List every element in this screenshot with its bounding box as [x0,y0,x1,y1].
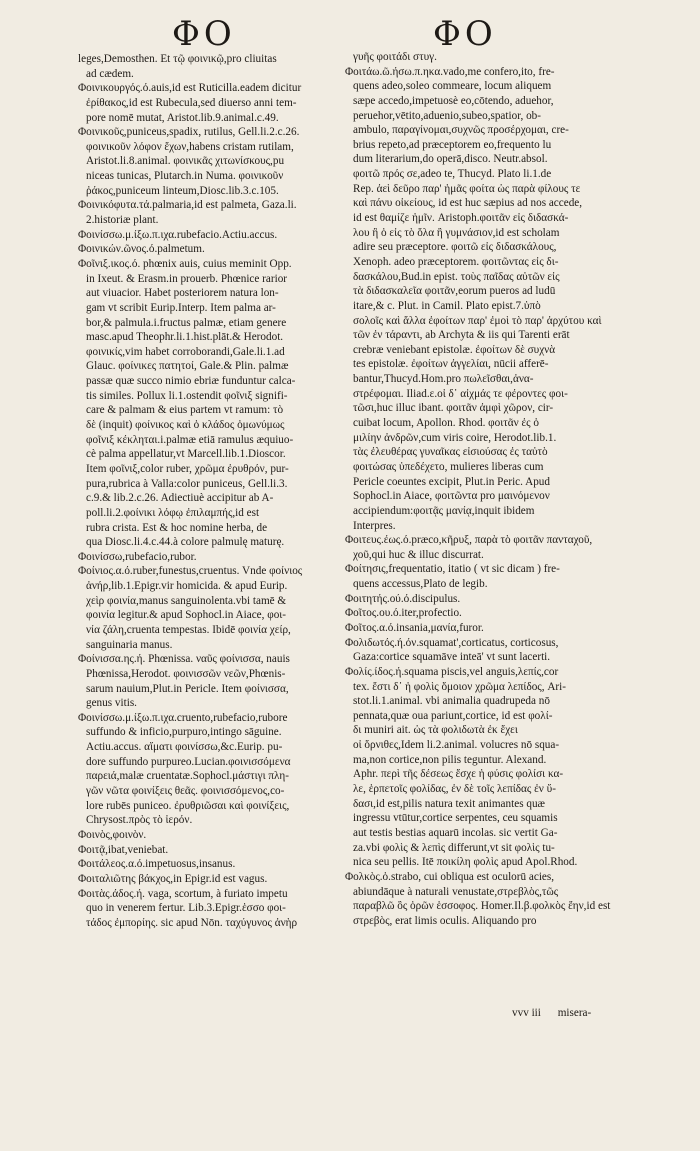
dictionary-line: Aristot.li.8.animal. φοινικᾶς χιτωνίσκους,pu [86,155,285,168]
page-footer [512,1007,605,1019]
dictionary-entry-line: Φοινικοῦς,puniceus,spadix, rutilus, Gell.li.2.c.26. [78,126,300,139]
dictionary-line: za.vbi φολὶς & λεπὶς differunt,vt sit φολὶς tu- [353,841,555,854]
dictionary-line: παρειά,malæ cruentatæ.Sophocl.μάστιγι πλη- [86,770,289,783]
dictionary-line: τῶσι,huc illuc ibant. φοιτᾶν ἀμφὶ χῶρον, cir- [353,402,554,415]
dictionary-line: δασι,id est,pilis natura texit animantes quæ [353,797,545,810]
right-column [345,50,623,928]
dictionary-line: sanguinaria manus. [86,638,173,651]
dictionary-line: Aphr. περὶ τῆς δέσεως ἔσχε ἡ φύσις φολίσι κα- [353,768,564,781]
dictionary-line: c.9.& lib.2.c.26. Adiectiuè accipitur ab A- [86,492,274,505]
dictionary-line: aut viuacior. Habet posteriorem natura lon- [86,287,279,300]
dictionary-line: παραβλῶ ὃς ὁρῶν ἑσσοφος. Homer.Il.β.φολκὸς ἔην,id est [353,900,611,913]
dictionary-entry-line: Φοιτὰς.άδος.ή. vaga, scortum, à furiato impetu [78,887,288,900]
dictionary-line: quo in venerem fertur. Lib.3.Epigr.ἑσσο φοι- [86,902,286,915]
dictionary-line: ma,non cortice,non pilis teguntur. Alexand. [353,753,547,766]
dictionary-line: τὰ διδασκαλεῖα φοιτᾶν,eorum pueros ad ludū [353,285,556,298]
dictionary-entry-line: Φοῖτος.α.ό.insania,μανία,furor. [345,621,484,634]
dictionary-line: sæpe accedo,impetuosè eo,cōtendo, aduehor, [353,94,554,107]
dictionary-entry-line: Φοιτᾷ,ibat,veniebat. [78,843,169,856]
dictionary-line: tis similes. Pollux li.1.ostendit φοῖνιξ signifi- [86,389,288,402]
dictionary-line: χεὶρ φοινία,manus sanguinolenta.vbi tamē & [86,594,287,607]
dictionary-line: in Ixeut. & Erasm.in prouerb. Phœnice rarior [86,272,288,285]
dictionary-line: brius repeto,ad præceptorem eo,frequento lu [353,138,552,151]
dictionary-line: genus vitis. [86,697,137,710]
dictionary-entry-line: Φοιταλιῶτης βάκχος,in Epigr.id est vagus. [78,872,268,885]
dictionary-line: ἀνήρ,lib.1.Epigr.vir homicida. & apud Eurip. [86,580,288,593]
left-column [78,52,330,930]
dictionary-line: φοινικίς,vim habet corroborandi,Gale.li.1.ad [86,345,285,358]
dictionary-entry-line: Φοιτάω.ῶ.ήσω.π.ηκα.vado,me confero,ito, fre- [345,65,555,78]
dictionary-line: bantur,Thucyd.Hom.pro πωλεῖσθαι,ἀνα- [353,373,534,386]
dictionary-entry-line: Φοινικουργός.ό.auis,id est Ruticilla.eadem dicitur [78,82,302,95]
headword-right: ΦΟ [433,14,497,54]
dictionary-line: Phœnissa,Herodot. φοινισσῶν νεῶν,Phœnis- [86,667,286,680]
dictionary-line: σολοῖς καὶ ἄλλα ἐφοίτων παρ' ἐμοὶ τὸ παρ' ἀρχύτου καὶ [353,314,602,327]
dictionary-entry-line: Φοῖνιξ.ικος.ό. phœnix auis, cuius meminit Opp. [78,257,292,270]
dictionary-line: aut testis bestias aquarū incolas. sic vertit Ga- [353,826,558,839]
signature-mark: vvv iii [512,1007,541,1019]
dictionary-line: pennata,quæ oua pariunt,cortice, id est φολί- [353,709,553,722]
catchword: misera- [557,1007,592,1019]
dictionary-line: μιλίην ἀνδρῶν,cum viris coire, Herodot.lib.1. [353,431,557,444]
dictionary-line: quens accessus,Plato de legib. [353,578,488,591]
dictionary-line: τῶν ἐν τάραντι, ab Archyta & iis qui Tarenti erāt [353,329,570,342]
dictionary-entry-line: Φοιτητής.ού.ό.discipulus. [345,592,461,605]
dictionary-line: sarum nauium,Plut.in Pericle. Item φοίνισσα, [86,682,289,695]
dictionary-line: peruehor,vētito,adueniо,subeo,spatior, ob- [353,109,541,122]
dictionary-line: stot.li.1.animal. vbi animalia quadrupeda nō [353,695,550,708]
dictionary-entry-line: Φοινίσσω.μ.ίξω.π.ιχα.rubefacio.Actiu.accus. [78,228,278,241]
dictionary-entry-line: Φοιτάλεος.α.ό.impetuosus,insanus. [78,858,236,871]
dictionary-line: φοινικοῦν λόφον ἔχων,habens cristam rutilam, [86,140,294,153]
dictionary-line: ἐρίθακος,id est Rubecula,sed diuerso anni tem- [86,96,297,109]
dictionary-line: Interpres. [353,519,396,532]
dictionary-line: καὶ πάνυ οἰκείους, id est huc sæpius ad nos accede, [353,197,583,210]
dictionary-line: rubra crista. Est & hoc nomine herba, de [86,521,268,534]
dictionary-line: dum literarium,do operā,disco. Neutr.absol. [353,153,548,166]
dictionary-entry-line: leges,Demosthen. Et τῷ φοινικῷ,pro cliuitas [78,53,277,65]
dictionary-line: tes epistolæ. ἐφοίτων ἀγγελίαι, nūcii afferē- [353,358,549,371]
dictionary-line: Actiu.accus. αἵματι φοινίσσω,&c.Eurip. pu- [86,741,283,754]
dictionary-line: Pericle coeuntes excipit, Plut.in Peric. Apud [353,475,550,488]
dictionary-entry-line: Φοίνισσα.ης.ή. Phœnissa. ναῦς φοίνισσα, nauis [78,653,290,666]
dictionary-line: γυῆς φοιτάδι στυγ. [353,51,437,63]
dictionary-line: στρεβὸς, erat limis oculis. Aliquando pro [353,914,537,927]
dictionary-entry-line: Φολκὸς.ὁ.strabo, cui obliqua est oculorū acies, [345,870,555,883]
dictionary-line: gam vt scribit Eurip.Interp. Item palma ar- [86,301,276,314]
dictionary-line: Xenoph. adeo præceptorem. φοιτῶντας εἰς δι- [353,255,559,268]
dictionary-line: crebræ veniebant epistolæ. ἐφοίτων δὲ συχνὰ [353,343,556,356]
dictionary-entry-line: Φοιτευς.έως.ό.præco,κῆρυξ, παρὰ τὸ φοιτᾶν πανταχοῦ, [345,534,593,547]
dictionary-line: quens adeo,soleo commeare, locum aliquem [353,80,552,93]
dictionary-line: Rep. ἀεὶ δεῦρο παρ' ἡμᾶς φοίτα ὡς παρὰ φίλους τε [353,182,581,195]
dictionary-line: nica seu pellis. Itē ποικίλη φολὶς apud Apol.Rhod. [353,856,578,869]
dictionary-entry-line: Φοινὸς,φοινὸν. [78,828,147,841]
dictionary-line: οἱ ὄρνιθες,Idem li.2.animal. volucres nō squa- [353,739,560,752]
dictionary-entry-line: Φοίτησις,frequentatio, itatio ( vt sic dicam ) fre- [345,563,560,576]
dictionary-line: tex. ἔστι δ᾽ ἡ φολὶς ὅμοιον χρῶμα λεπίδος, Ari- [353,680,566,693]
dictionary-line: φοιτώσας ὑπεδέχετο, mulieres liberas cum [353,460,544,473]
dictionary-line: φοινία legitur.& apud Sophocl.in Aiace, φοι- [86,609,287,622]
dictionary-entry-line: Φοινίσσω,rubefacio,rubor. [78,550,197,563]
dictionary-line: abiundāque à naturali venustate,στρεβλὸς,τῶς [353,885,559,898]
headword-left: ΦΟ [172,14,236,54]
dictionary-line: γῶν νῶτα φοινίξεις θεᾶς. φοινισσόμενος,co- [86,785,285,798]
dictionary-line: accipiendum:φοιτᾷς μανίᾳ,inquit ibidem [353,504,535,517]
dictionary-line: δὲ (inquit) φοίνικος καὶ ὁ κλάδος ὁμωνύμως [86,419,285,432]
dictionary-line: χοῦ,qui huc & illuc discurrat. [353,548,484,561]
dictionary-line: cè palma appellatur,vt Marcell.lib.1.Dioscor. [86,448,286,461]
dictionary-line: poll.li.2.φοίνικι λόφῳ ἐπιλαμπής,id est [86,506,260,519]
dictionary-line: suffundo & inficio,purpuro,intingo sāguine. [86,726,282,739]
dictionary-line: pura,rubrica à Valla:color puniceus, Gell.li.3. [86,477,288,490]
dictionary-line: ambulo, παραγίνομαι,συχνῶς προσέρχομαι, cre- [353,124,569,137]
dictionary-line: itare,& c. Plut. in Camil. Plato epist.7.ὑπὸ [353,299,541,312]
dictionary-line: ad cædem. [86,67,134,80]
dictionary-line: lore rubēs puniceo. ἐρυθριῶσαι καὶ φοινίξεις, [86,799,290,812]
dictionary-line: masc.apud Theophr.li.1.hist.plāt.& Herodot. [86,331,284,344]
dictionary-entry-line: Φοινικών.ῶνος.ό.palmetum. [78,243,205,256]
dictionary-line: φοῖνιξ κέκληται.i.palmæ etiā ramulus æquiuo- [86,433,294,446]
dictionary-entry-line: Φοινίσσω.μ.ίξω.π.ιχα.cruento,rubefacio,rubore [78,711,288,724]
dictionary-line: cuibat locum, Apollon. Rhod. φοιτᾶν ἐς ὁ [353,417,539,430]
dictionary-line: Glauc. φοίνικες πατητοί, Gale.& Plin. palmæ [86,360,289,373]
dictionary-line: τὰς ἐλευθέρας γυναῖκας εἰσιούσας ἐς ταὐτὸ [353,446,548,459]
dictionary-line: adire seu præceptore. φοιτῶ εἰς διδασκάλους, [353,241,557,254]
dictionary-line: ingressu vtūtur,cortice serpentes, ceu squamis [353,812,558,825]
dictionary-line: νία ζάλη,cruenta tempestas. Ibidē φοινία χείρ, [86,623,291,636]
dictionary-line: qua Diosc.li.4.c.44.à colore palmulę maturę. [86,536,285,549]
dictionary-entry-line: Φοῖτος.ου.ό.iter,profectio. [345,607,462,620]
dictionary-entry-line: Φολίς.ίδος.ή.squama piscis,vel anguis,λεπίς,cor [345,665,559,678]
dictionary-line: care & palmam & eius partem vt ramum: τὸ [86,404,284,417]
dictionary-line: τάδος ἐμπορίης. sic apud Nōn. ταχύγυνος ἀνὴρ [86,916,298,929]
dictionary-line: λε, ἑρπετοῖς φολίδας, ἐν δὲ τοῖς λεπίδας ἐν ὕ- [353,783,556,796]
dictionary-line: niceas tunicas, Plutarch.in Numa. φοινικοῦν [86,170,284,183]
dictionary-line: id est θαμίζε ἡμῖν. Aristoph.φοιτᾶν εἰς διδασκά- [353,212,569,225]
dictionary-entry-line: Φολιδωτός.ή.όν.squamat',corticatus, corticosus, [345,636,559,649]
dictionary-line: δι muniri ait. ὡς τὰ φολιδωτὰ ἐκ ἔχει [353,724,518,737]
dictionary-line: Chrysost.πρὸς τὸ ἱερόν. [86,814,193,827]
dictionary-line: Item φοῖνιξ,color ruber, χρῶμα ἐρυθρόν, pur- [86,462,289,475]
dictionary-line: Gaza:cortice squamāve inteā' vt sunt lacerti. [353,651,551,664]
dictionary-line: ῥάκος,puniceum linteum,Diosc.lib.3.c.105. [86,184,279,197]
dictionary-line: φοιτῶ πρός σε,adeo te, Thucyd. Plato li.1.de [353,168,552,181]
dictionary-line: bor,& palmula.i.fructus palmæ, etiam genere [86,316,287,329]
dictionary-line: dore suffundo purpureo.Lucian.φοινισσόμενα [86,755,291,768]
dictionary-line: λου ἢ ὁ εἰς τὸ ὅλα ἢ γυμνάσιον,id est scholam [353,226,560,239]
dictionary-entry-line: Φοίνιος.α.ό.ruber,funestus,cruentus. Vnde φοίνιος [78,565,303,578]
dictionary-line: pore nomē mutat, Aristot.lib.9.animal.c.49. [86,111,279,124]
dictionary-line: στρέφομαι. Iliad.ε.οἱ δ᾽ αἰχμάς τε φέροντες φοι- [353,387,568,400]
dictionary-line: passæ quæ succo nimio ebriæ funduntur calca- [86,375,296,388]
dictionary-entry-line: Φοινικόφυτα.τά.palmaria,id est palmeta, Gaza.li. [78,199,297,212]
dictionary-line: Sophocl.in Aiace, φοιτῶντα pro μαινόμενον [353,490,550,503]
dictionary-line: δασκάλου,Bud.in epist. τοὺς παῖδας αὐτῶν εἰς [353,270,560,283]
dictionary-line: 2.historiæ plant. [86,214,159,227]
